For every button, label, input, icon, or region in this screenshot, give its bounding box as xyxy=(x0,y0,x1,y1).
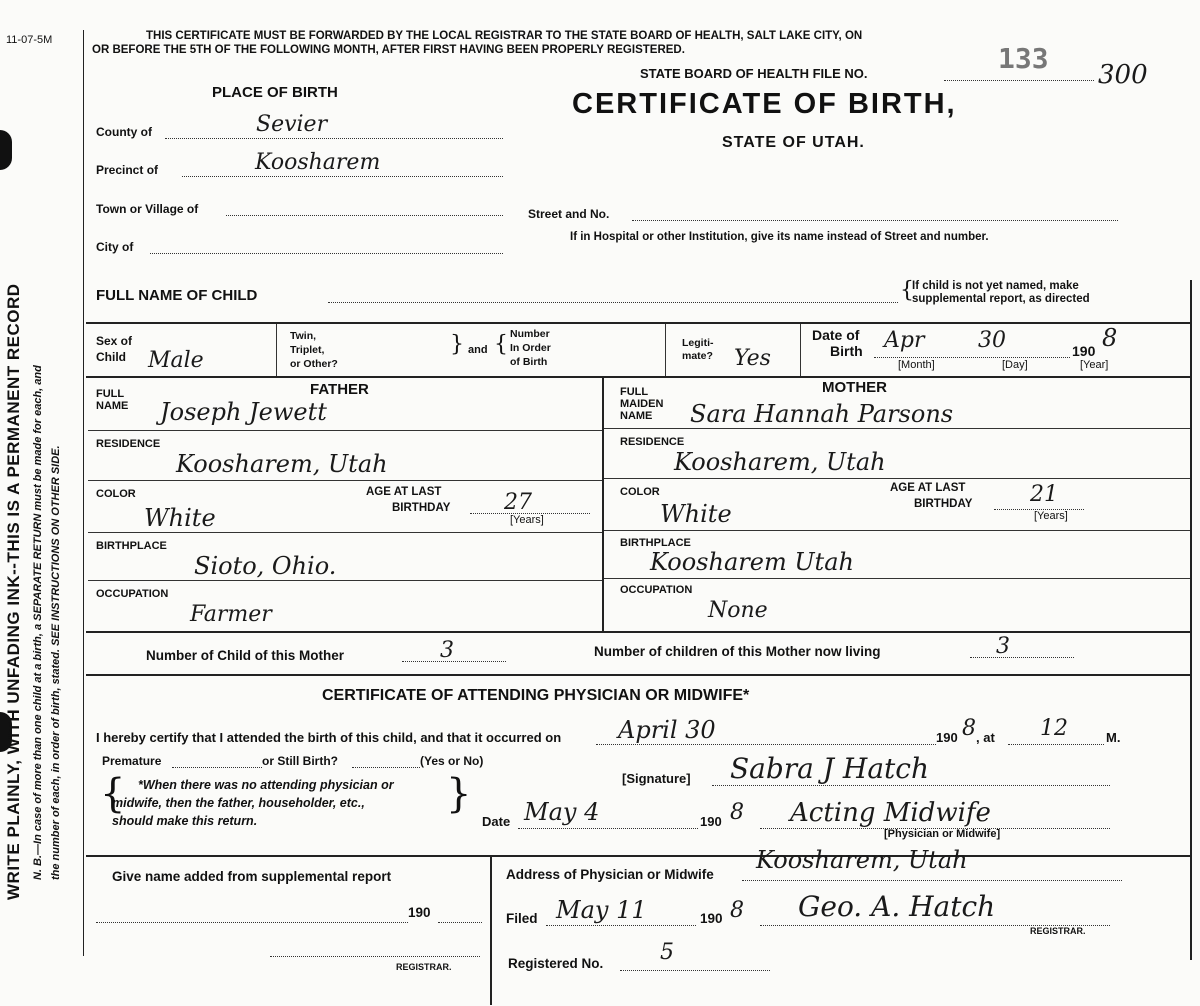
day-caption: [Day] xyxy=(1002,359,1028,371)
sex-label-line2: Child xyxy=(96,350,126,364)
twin-brace: } xyxy=(450,332,464,357)
street-label: Street and No. xyxy=(528,207,610,221)
father-color-label: COLOR xyxy=(96,488,136,500)
supplemental-registrar-label: REGISTRAR. xyxy=(396,962,452,972)
attendant-title-caption: [Physician or Midwife] xyxy=(884,828,1001,840)
living-value: 3 xyxy=(996,634,1010,659)
certify-text: I hereby certify that I attended the birth of this child, and that it occurred on xyxy=(96,730,562,745)
occurred-year-digit: 8 xyxy=(962,716,976,741)
precinct-value: Koosharem xyxy=(255,150,381,175)
county-value: Sevier xyxy=(256,112,328,137)
place-heading: PLACE OF BIRTH xyxy=(212,84,338,101)
twin-label-line2: Triplet, xyxy=(290,344,325,356)
certificate-date-label: Date xyxy=(482,814,511,829)
filed-date-value: May 11 xyxy=(556,896,647,924)
month-caption: [Month] xyxy=(898,359,935,371)
mother-years-caption: [Years] xyxy=(1034,510,1068,522)
order-brace: { xyxy=(494,332,508,357)
mother-birthplace-label: BIRTHPLACE xyxy=(620,537,691,549)
living-label: Number of children of this Mother now living xyxy=(594,644,881,659)
filed-label: Filed xyxy=(506,911,538,926)
nb-instructions-line2: the number of each, in order of birth, stated. SEE INSTRUCTIONS ON OTHER SIDE. xyxy=(50,445,62,880)
occurred-year-prefix: 190 xyxy=(936,730,958,745)
header-line2: OR BEFORE THE 5TH OF THE FOLLOWING MONTH, AFTER FIRST HAVING BEEN PROPERLY REGISTERED. xyxy=(92,44,685,56)
premature-label: Premature xyxy=(102,754,162,768)
twin-label-line3: or Other? xyxy=(290,358,338,370)
form-code: 11-07-5M xyxy=(6,34,53,46)
attendant-title-value: Acting Midwife xyxy=(790,798,991,828)
registrar-signature-value: Geo. A. Hatch xyxy=(798,890,996,923)
mother-occupation-label: OCCUPATION xyxy=(620,584,693,596)
birth-month-value: Apr xyxy=(884,328,925,353)
unnamed-brace: { xyxy=(900,278,914,303)
father-occupation-label: OCCUPATION xyxy=(96,588,169,600)
sex-value: Male xyxy=(148,348,204,373)
order-label-line2: In Order xyxy=(510,342,551,354)
physician-heading: CERTIFICATE OF ATTENDING PHYSICIAN OR MIDWIFE* xyxy=(322,687,750,704)
no-physician-note-line2: midwife, then the father, householder, etc., xyxy=(112,796,365,810)
county-label: County of xyxy=(96,125,152,139)
year-caption: [Year] xyxy=(1080,359,1109,371)
filed-year-digit: 8 xyxy=(730,898,744,923)
binding-hole-top xyxy=(0,130,12,170)
father-age-label-line2: BIRTHDAY xyxy=(392,502,451,514)
city-label: City of xyxy=(96,240,134,254)
mother-name-label: NAME xyxy=(620,410,653,422)
no-physician-note-line1: *When there was no attending physician or xyxy=(138,778,394,792)
registered-no-label: Registered No. xyxy=(508,956,604,971)
mother-age-label-line1: AGE AT LAST xyxy=(890,482,966,494)
child-number-label: Number of Child of this Mother xyxy=(146,648,344,663)
note-brace-right: } xyxy=(446,771,472,817)
date-of-birth-label-line1: Date of xyxy=(812,327,860,343)
mother-full-label: FULL xyxy=(620,386,649,398)
supplemental-label: Give name added from supplemental report xyxy=(112,869,392,884)
hospital-note: If in Hospital or other Institution, give its name instead of Street and number. xyxy=(570,231,989,243)
filing-registrar-label: REGISTRAR. xyxy=(1030,926,1086,936)
father-heading: FATHER xyxy=(310,381,369,398)
mother-heading: MOTHER xyxy=(822,379,887,396)
nb-instructions-line1: N. B.—In case of more than one child at a birth, a SEPARATE RETURN must be made for each, and xyxy=(32,365,44,880)
header-line1: THIS CERTIFICATE MUST BE FORWARDED BY THE LOCAL REGISTRAR TO THE STATE BOARD OF HEALTH, SALT LAKE CITY, ON xyxy=(146,30,863,42)
still-birth-label: or Still Birth? xyxy=(262,754,338,768)
filed-year-prefix: 190 xyxy=(700,911,723,926)
margin-rule xyxy=(83,30,84,956)
yes-no-caption: (Yes or No) xyxy=(420,754,484,768)
permanent-record-note: WRITE PLAINLY, WITH UNFADING INK--THIS IS A PERMANENT RECORD xyxy=(4,283,23,900)
twin-label-line1: Twin, xyxy=(290,330,317,342)
father-color-value: White xyxy=(144,504,216,532)
signature-value: Sabra J Hatch xyxy=(730,752,929,785)
mother-age-value: 21 xyxy=(1030,482,1058,507)
mother-occupation-value: None xyxy=(708,598,768,623)
child-number-value: 3 xyxy=(440,638,454,663)
file-no-stamp: 133 xyxy=(998,42,1049,75)
full-name-label: FULL NAME OF CHILD xyxy=(96,287,258,304)
father-age-label-line1: AGE AT LAST xyxy=(366,486,442,498)
father-birthplace-value: Sioto, Ohio. xyxy=(194,552,337,580)
father-occupation-value: Farmer xyxy=(190,602,272,627)
legitimate-label-line1: Legiti- xyxy=(682,337,714,349)
father-full-label: FULL xyxy=(96,388,125,400)
signature-label: [Signature] xyxy=(622,771,691,786)
registered-no-value: 5 xyxy=(660,940,674,965)
order-label-line1: Number xyxy=(510,328,550,340)
birth-year-prefix: 190 xyxy=(1072,343,1096,359)
mother-residence-value: Koosharem, Utah xyxy=(674,448,886,476)
father-name-label: NAME xyxy=(96,400,129,412)
father-name-value: Joseph Jewett xyxy=(160,398,327,426)
and-label: and xyxy=(468,344,488,356)
unnamed-note-line2: supplemental report, as directed xyxy=(912,293,1090,305)
mother-name-value: Sara Hannah Parsons xyxy=(690,400,954,428)
occurred-at-label: , at xyxy=(976,730,995,745)
birth-day-value: 30 xyxy=(978,328,1006,353)
legitimate-value: Yes xyxy=(734,346,771,371)
mother-residence-label: RESIDENCE xyxy=(620,436,685,448)
mother-maiden-label: MAIDEN xyxy=(620,398,664,410)
mother-birthplace-value: Koosharem Utah xyxy=(650,548,854,576)
precinct-label: Precinct of xyxy=(96,163,159,177)
file-no-handwritten: 300 xyxy=(1098,60,1148,90)
mother-color-value: White xyxy=(660,500,732,528)
certificate-year-digit: 8 xyxy=(730,800,744,825)
date-of-birth-label-line2: Birth xyxy=(830,343,863,359)
no-physician-note-line3: should make this return. xyxy=(112,814,258,828)
father-age-value: 27 xyxy=(504,490,532,515)
occurred-date-value: April 30 xyxy=(618,716,716,744)
file-no-label: STATE BOARD OF HEALTH FILE NO. xyxy=(640,66,868,81)
meridiem-label: M. xyxy=(1106,730,1121,745)
birth-year-digit: 8 xyxy=(1102,324,1118,352)
father-residence-value: Koosharem, Utah xyxy=(176,450,388,478)
order-label-line3: of Birth xyxy=(510,356,548,368)
physician-address-label: Address of Physician or Midwife xyxy=(506,867,714,882)
father-years-caption: [Years] xyxy=(510,514,544,526)
certificate-year-prefix: 190 xyxy=(700,814,722,829)
unnamed-note-line1: If child is not yet named, make xyxy=(912,280,1079,292)
physician-address-value: Koosharem, Utah xyxy=(756,846,968,874)
note-brace-left: { xyxy=(100,771,126,817)
certificate-title: CERTIFICATE OF BIRTH, xyxy=(572,88,957,120)
sex-label-line1: Sex of xyxy=(96,334,133,348)
town-label: Town or Village of xyxy=(96,202,199,216)
father-residence-label: RESIDENCE xyxy=(96,438,161,450)
mother-age-label-line2: BIRTHDAY xyxy=(914,498,973,510)
father-birthplace-label: BIRTHPLACE xyxy=(96,540,167,552)
certificate-date-value: May 4 xyxy=(524,798,600,826)
state-title: STATE OF UTAH. xyxy=(722,134,865,151)
mother-color-label: COLOR xyxy=(620,486,660,498)
legitimate-label-line2: mate? xyxy=(682,350,713,362)
supplemental-year-prefix: 190 xyxy=(408,905,431,920)
occurred-time-value: 12 xyxy=(1040,716,1068,741)
